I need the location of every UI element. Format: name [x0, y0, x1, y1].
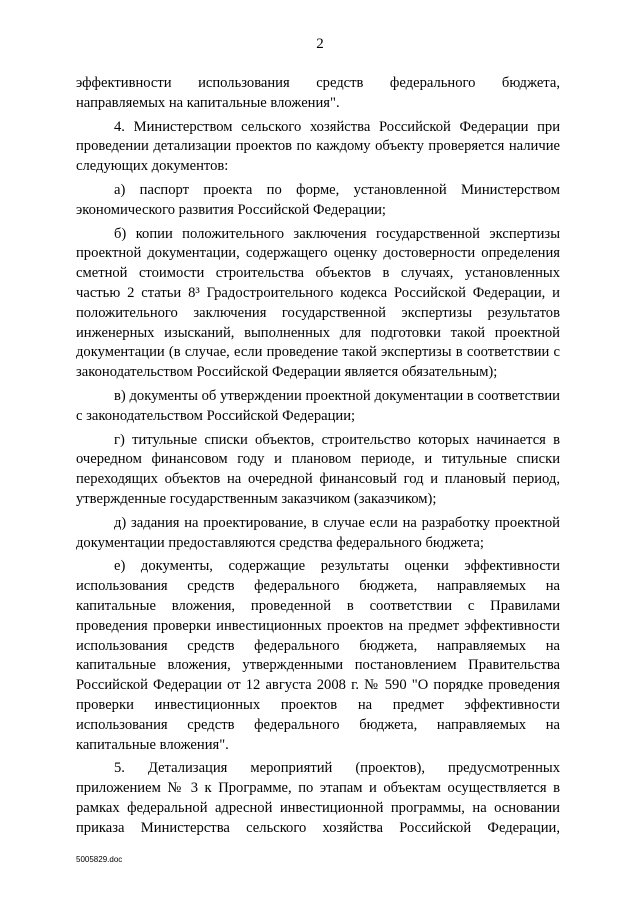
paragraph-item-4: 4. Министерством сельского хозяйства Российской Федерации при проведении детализации проектов по каждому объекту проверяется наличие следующих документов:: [76, 118, 560, 175]
document-body: [76, 74, 560, 842]
paragraph-item-g: г) титульные списки объектов, строительство которых начинается в очередном финансовом году и плановом периоде, и титульные списки переходящих объектов на очередной финансовый год и плановый период, утвержденные государственным заказчиком (заказчиком);: [76, 431, 560, 507]
paragraph-item-a: а) паспорт проекта по форме, установленной Министерством экономического развития Российской Федерации;: [76, 181, 560, 218]
paragraph-item-5: 5. Детализация мероприятий (проектов), предусмотренных приложением № 3 к Программе, по этапам и объектам осуществляется в рамках федеральной адресной инвестиционной программы, на основании приказа Министерства сельского хозяйства Российской Федерации,: [76, 760, 560, 836]
paragraph-item-v: в) документы об утверждении проектной документации в соответствии с законодательством Российской Федерации;: [76, 387, 560, 424]
paragraph-continuation: эффективности использования средств федерального бюджета, направляемых на капитальные вложения".: [76, 75, 560, 111]
footer-filename: 5005829.doc: [76, 855, 123, 864]
paragraph-item-b: б) копии положительного заключения государственной экспертизы проектной документации, содержащего оценку достоверности определения сметной стоимости строительства объектов в случаях, установленных частью 2 статьи 8³ Градостроительного кодекса Российской Федерации, и положительного заключения государственной экспертизы результатов инженерных изысканий, выполненных для подготовки такой проектной документации (в случае, если проведение такой экспертизы в соответствии с законодательством Российской Федерации является обязательным);: [76, 225, 560, 381]
paragraph-item-d: д) задания на проектирование, в случае если на разработку проектной документации предоставляются средства федерального бюджета;: [76, 514, 560, 551]
page-number: 2: [316, 36, 324, 52]
paragraph-item-e: е) документы, содержащие результаты оценки эффективности использования средств федерального бюджета, направляемых на капитальные вложения, проведенной в соответствии с Правилами проведения проверки инвестиционных проектов на предмет эффективности использования средств федерального бюджета, направляемых на капитальные вложения, утвержденными постановлением Правительства Российской Федерации от 12 августа 2008 г. № 590 "О порядке проведения проверки инвестиционных проектов на предмет эффективности использования средств федерального бюджета, направляемых на капитальные вложения".: [76, 558, 560, 753]
